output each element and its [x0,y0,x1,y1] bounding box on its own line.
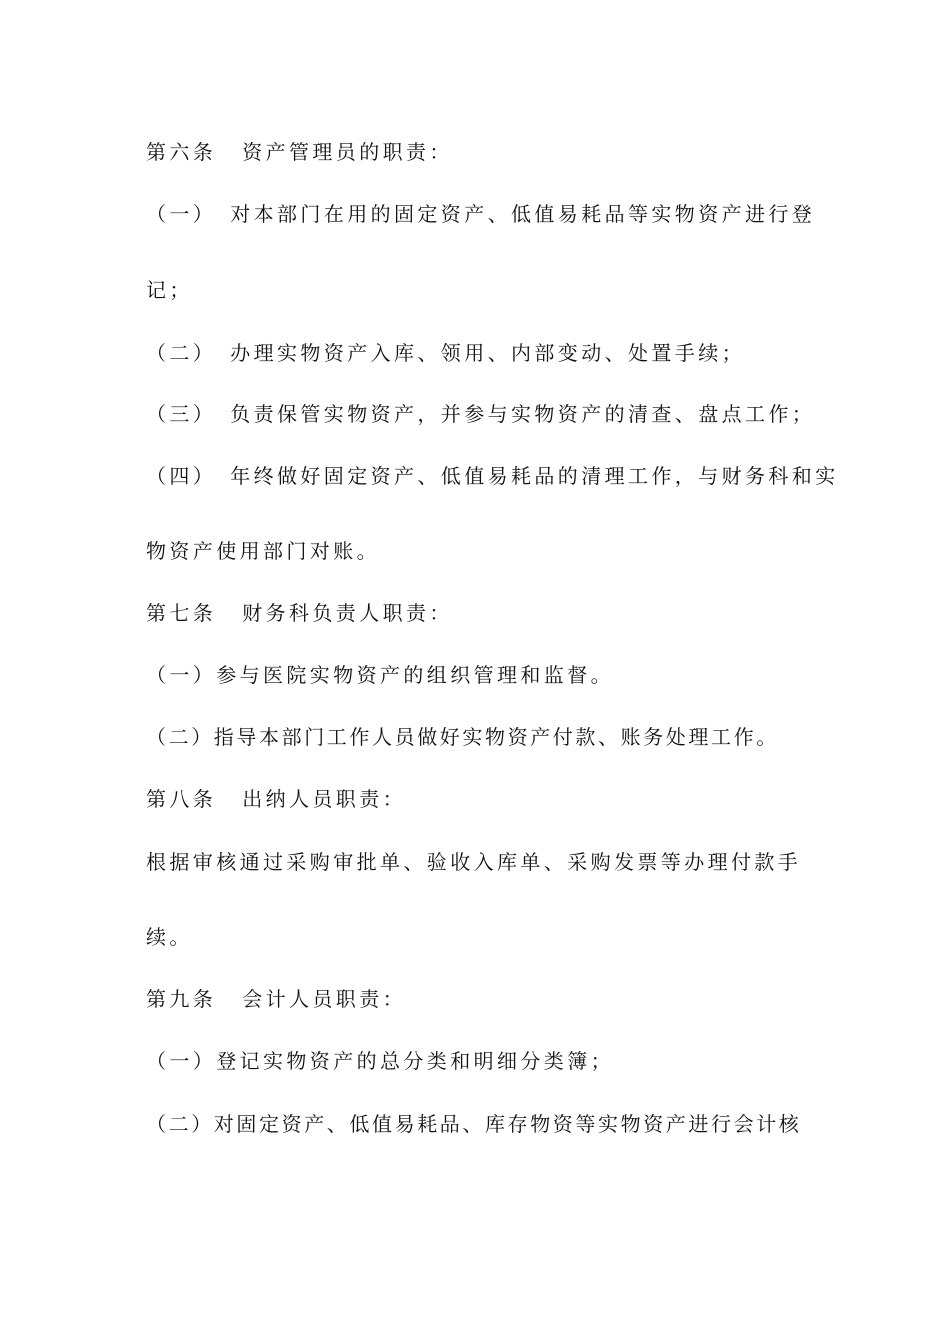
article-6-item-4 [146,462,839,490]
article-8-number: 第八条 [146,787,217,811]
article-8-body-continued: 续。 [146,925,193,949]
article-7-item-2: （二）指导本部门工作人员做好实物资产付款、账务处理工作。 [146,725,779,749]
item-number: （二） [146,341,217,365]
article-9-heading [146,985,406,1013]
article-6-item-1-continued: 记； [146,278,193,302]
article-8-title: 出纳人员职责： [242,787,407,811]
article-6-item-3 [146,400,815,428]
item-number: （一） [146,202,217,226]
item-number: （四） [146,464,217,488]
article-6-title: 资产管理员的职责： [242,140,453,164]
article-7-number: 第七条 [146,601,217,625]
article-8-body: 根据审核通过采购审批单、验收入库单、采购发票等办理付款手 [146,850,802,874]
article-7-item-1: （一）参与医院实物资产的组织管理和监督。 [146,663,614,687]
item-number: （三） [146,402,217,426]
article-9-number: 第九条 [146,987,217,1011]
item-text: 办理实物资产入库、领用、内部变动、处置手续； [230,341,746,365]
item-text: 负责保管实物资产，并参与实物资产的清查、盘点工作； [230,402,816,426]
article-7-title: 财务科负责人职责： [242,601,453,625]
article-6-heading [146,138,453,166]
article-7-heading [146,599,453,627]
article-9-item-2: （二）对固定资产、低值易耗品、库存物资等实物资产进行会计核 [146,1112,802,1136]
article-6-item-1 [146,200,815,228]
item-text: 对本部门在用的固定资产、低值易耗品等实物资产进行登 [230,202,816,226]
article-8-heading [146,785,406,813]
item-text: 年终做好固定资产、低值易耗品的清理工作，与财务科和实 [230,464,839,488]
article-9-item-1: （一）登记实物资产的总分类和明细分类簿； [146,1049,614,1073]
article-6-item-4-continued: 物资产使用部门对账。 [146,539,380,563]
article-9-title: 会计人员职责： [242,987,407,1011]
article-6-number: 第六条 [146,140,217,164]
article-6-item-2 [146,339,745,367]
